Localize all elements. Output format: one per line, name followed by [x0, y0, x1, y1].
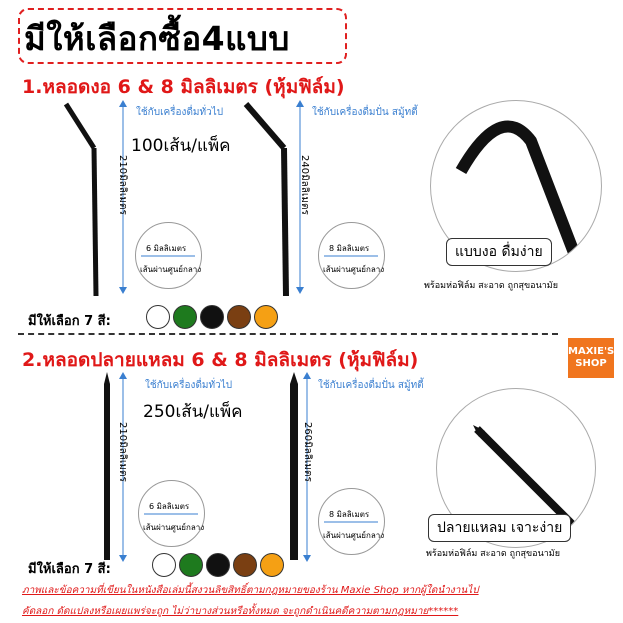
usage-general: ใช้กับเครื่องดื่มทั่วไป: [136, 107, 224, 118]
usage-smoothie: ใช้กับเครื่องดื่มปั่น สมู้ทตี้: [312, 107, 418, 118]
section-1-title: 1.หลอดงอ 6 & 8 มิลลิเมตร (หุ้มฟิล์ม): [22, 76, 345, 98]
color-swatch[interactable]: [173, 305, 197, 329]
color-swatch[interactable]: [200, 305, 224, 329]
length-label: 260มิลลิเมตร: [302, 422, 313, 482]
color-swatch[interactable]: [206, 553, 230, 577]
diameter-label: 8 มิลลิเมตร: [329, 244, 370, 253]
film-note: พร้อมห่อฟิล์ม สะอาด ถูกสุขอนามัย: [424, 281, 558, 291]
pointed-straw-image: [102, 372, 112, 562]
color-swatch[interactable]: [233, 553, 257, 577]
page-title: มีให้เลือกซื้อ4แบบ: [24, 19, 290, 58]
shop-logo: [568, 338, 614, 378]
diameter-label: 6 มิลลิเมตร: [149, 502, 190, 511]
color-swatch[interactable]: [146, 305, 170, 329]
length-label: 240มิลลิเมตร: [299, 155, 310, 215]
diameter-note: เส้นผ่านศูนย์กลาง: [323, 531, 385, 540]
bendy-straw-image: [60, 96, 120, 300]
logo-text: MAXIE'S: [568, 346, 615, 357]
feature-label: ปลายแหลม เจาะง่าย: [428, 514, 571, 542]
logo-text: SHOP: [575, 358, 607, 369]
colors-label: มีให้เลือก 7 สี:: [28, 562, 111, 577]
color-swatch[interactable]: [260, 553, 284, 577]
pack-count: 250เส้น/แพ็ค: [143, 402, 243, 422]
length-label: 210มิลลิเมตร: [117, 422, 128, 482]
pack-count: 100เส้น/แพ็ค: [131, 136, 231, 156]
legal-notice-line2: คัดลอก ดัดแปลงหรือเผยแพร่จะถูก ไม่ว่าบางส่วนหรือทั้งหมด จะถูกดำเนินคดีความตามกฎหมาย******: [22, 606, 459, 617]
color-swatch[interactable]: [254, 305, 278, 329]
diameter-note: เส้นผ่านศูนย์กลาง: [323, 265, 385, 274]
diameter-label: 6 มิลลิเมตร: [146, 244, 187, 253]
diameter-note: เส้นผ่านศูนย์กลาง: [143, 523, 205, 532]
length-label: 210มิลลิเมตร: [117, 155, 128, 215]
pointed-straw-image: [288, 372, 300, 562]
film-note: พร้อมห่อฟิล์ม สะอาด ถูกสุขอนามัย: [426, 549, 560, 559]
color-swatch[interactable]: [227, 305, 251, 329]
feature-label: แบบงอ ดื่มง่าย: [446, 238, 552, 266]
legal-notice-line1: ภาพและข้อความที่เขียนในหนังสือเล่มนี้สงวนลิขสิทธิ์ตามกฎหมายของร้าน Maxie Shop หากผู้ใดนำงานไป: [22, 585, 479, 596]
usage-smoothie: ใช้กับเครื่องดื่มปั่น สมู้ทตี้: [318, 380, 424, 391]
section-2-title: 2.หลอดปลายแหลม 6 & 8 มิลลิเมตร (หุ้มฟิล์ม): [22, 349, 419, 371]
colors-label: มีให้เลือก 7 สี:: [28, 314, 111, 329]
color-swatch[interactable]: [152, 553, 176, 577]
diameter-label: 8 มิลลิเมตร: [329, 510, 370, 519]
usage-general: ใช้กับเครื่องดื่มทั่วไป: [145, 380, 233, 391]
section-divider: [18, 333, 558, 335]
color-swatch[interactable]: [179, 553, 203, 577]
diameter-note: เส้นผ่านศูนย์กลาง: [140, 265, 202, 274]
